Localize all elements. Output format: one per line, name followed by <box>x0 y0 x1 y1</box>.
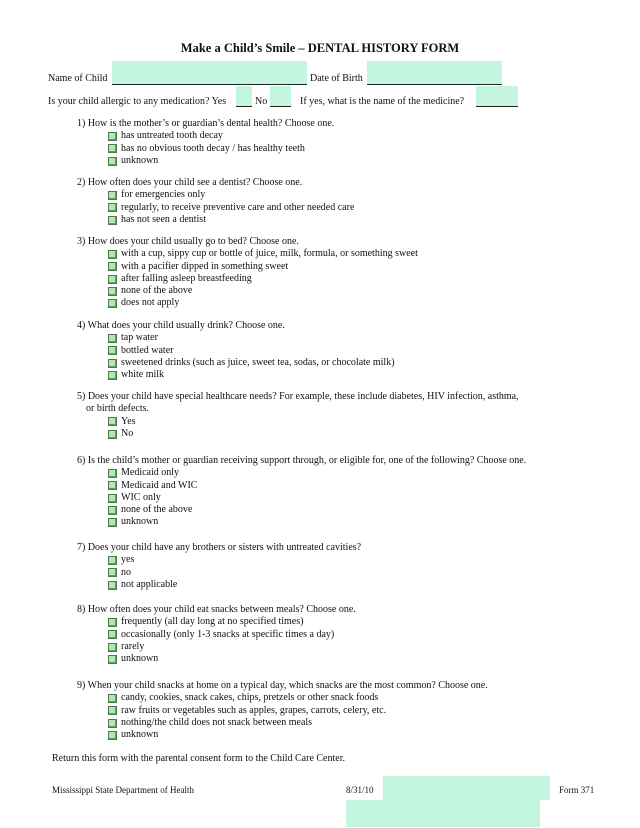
option[interactable] <box>108 357 395 369</box>
option-label: has untreated tooth decay <box>121 130 223 142</box>
question-2 <box>77 177 354 226</box>
option-label: unknown <box>121 154 159 166</box>
option[interactable] <box>108 297 418 309</box>
checkbox-icon[interactable] <box>108 494 117 503</box>
option[interactable] <box>108 130 334 142</box>
question-text: 8) How often does your child eat snacks between meals? Choose one. <box>77 604 356 615</box>
question-text: 6) Is the child’s mother or guardian receiving support through, or eligible for, one of the following? Choose one. <box>77 455 527 466</box>
checkbox-icon[interactable] <box>108 481 117 490</box>
date-of-birth-field[interactable] <box>367 61 502 85</box>
checkbox-icon[interactable] <box>108 250 117 259</box>
question-9 <box>77 680 488 741</box>
option[interactable] <box>108 428 519 440</box>
option[interactable] <box>108 641 356 653</box>
option[interactable] <box>108 369 395 381</box>
option-label: unknown <box>121 516 159 528</box>
option-label: rarely <box>121 640 145 652</box>
checkbox-icon[interactable] <box>108 417 117 426</box>
checkbox-icon[interactable] <box>108 216 117 225</box>
name-of-child-field[interactable] <box>112 61 307 85</box>
option[interactable] <box>108 629 356 641</box>
allergic-label <box>48 96 226 108</box>
checkbox-icon[interactable] <box>108 157 117 166</box>
checkbox-icon[interactable] <box>108 346 117 355</box>
checkbox-icon[interactable] <box>108 581 117 590</box>
option[interactable] <box>108 345 395 357</box>
option-label: with a cup, sippy cup or bottle of juice, milk, formula, or something sweet <box>121 248 418 260</box>
checkbox-icon[interactable] <box>108 430 117 439</box>
option[interactable] <box>108 653 356 665</box>
question-4 <box>77 320 395 381</box>
footer-field-2[interactable] <box>346 800 540 827</box>
checkbox-icon[interactable] <box>108 203 117 212</box>
option-label: none of the above <box>121 285 193 297</box>
checkbox-icon[interactable] <box>108 618 117 627</box>
option[interactable] <box>108 248 418 260</box>
checkbox-icon[interactable] <box>108 287 117 296</box>
option-label: yes <box>121 554 135 566</box>
checkbox-icon[interactable] <box>108 191 117 200</box>
question-5 <box>77 391 519 440</box>
checkbox-icon[interactable] <box>108 334 117 343</box>
option[interactable] <box>108 504 526 516</box>
question-7 <box>77 542 361 591</box>
checkbox-icon[interactable] <box>108 568 117 577</box>
option[interactable] <box>108 285 418 297</box>
footer-organization: Mississippi State Department of Health <box>52 785 194 795</box>
option[interactable] <box>108 616 356 628</box>
question-3 <box>77 236 418 310</box>
option[interactable] <box>108 567 361 579</box>
option-label: frequently (all day long at no specified times) <box>121 616 304 628</box>
option-label: none of the above <box>121 504 193 516</box>
option-label: after falling asleep breastfeeding <box>121 272 252 284</box>
option[interactable] <box>108 516 526 528</box>
question-text: 2) How often does your child see a dentist? Choose one. <box>77 177 303 188</box>
name-underline <box>112 84 307 85</box>
question-text: 9) When your child snacks at home on a typical day, which snacks are the most common? Choose one. <box>77 680 488 691</box>
question-text: 1) How is the mother’s or guardian’s dental health? Choose one. <box>77 118 335 129</box>
option[interactable] <box>108 729 488 741</box>
option[interactable] <box>108 155 334 167</box>
no-underline <box>270 106 291 107</box>
option-label: nothing/the child does not snack between meals <box>121 716 313 728</box>
checkbox-icon[interactable] <box>108 655 117 664</box>
option[interactable] <box>108 492 526 504</box>
option-label: does not apply <box>121 297 180 309</box>
footer-field-1[interactable] <box>383 776 550 800</box>
question-text: 7) Does your child have any brothers or sisters with untreated cavities? <box>77 542 362 553</box>
checkbox-icon[interactable] <box>108 643 117 652</box>
checkbox-icon[interactable] <box>108 694 117 703</box>
medicine-field[interactable] <box>476 86 518 107</box>
checkbox-icon[interactable] <box>108 275 117 284</box>
page-title: Make a Child’s Smile – DENTAL HISTORY FORM <box>180 41 460 55</box>
date-of-birth-label: Date of Birth <box>310 73 363 84</box>
checkbox-icon[interactable] <box>108 719 117 728</box>
checkbox-icon[interactable] <box>108 630 117 639</box>
option-label: tap water <box>121 332 158 344</box>
option[interactable] <box>108 579 361 591</box>
checkbox-icon[interactable] <box>108 469 117 478</box>
checkbox-icon[interactable] <box>108 132 117 141</box>
medicine-label: If yes, what is the name of the medicine? <box>300 96 465 107</box>
checkbox-icon[interactable] <box>108 706 117 715</box>
option-label: has not seen a dentist <box>121 213 206 225</box>
question-1 <box>77 118 334 167</box>
option[interactable] <box>108 202 354 214</box>
question-text-continued: or birth defects. <box>86 403 150 415</box>
allergic-question-text: Is your child allergic to any medication? <box>48 96 210 107</box>
question-text: 5) Does your child have special healthcare needs? For example, these include diabetes, HIV infection, asthma, <box>77 391 519 402</box>
option[interactable] <box>108 717 488 729</box>
question-text: 3) How does your child usually go to bed? Choose one. <box>77 236 299 247</box>
option[interactable] <box>108 189 354 201</box>
checkbox-icon[interactable] <box>108 731 117 740</box>
option[interactable] <box>108 143 334 155</box>
option-label: unknown <box>121 729 159 741</box>
yes-underline <box>236 106 252 107</box>
option-label: for emergencies only <box>121 189 206 201</box>
checkbox-icon[interactable] <box>108 506 117 515</box>
option-label: Medicaid only <box>121 467 180 479</box>
medicine-underline <box>476 106 518 107</box>
question-8 <box>77 604 356 665</box>
option-label: raw fruits or vegetables such as apples, grapes, carrots, celery, etc. <box>121 704 387 716</box>
question-6 <box>77 455 526 529</box>
option[interactable] <box>108 705 488 717</box>
checkbox-icon[interactable] <box>108 144 117 153</box>
footer-form-number: Form 371 <box>559 785 595 795</box>
name-of-child-label: Name of Child <box>48 73 108 84</box>
option[interactable] <box>108 467 526 479</box>
allergic-no-field[interactable] <box>270 86 291 107</box>
option-label: candy, cookies, snack cakes, chips, pretzels or other snack foods <box>121 692 379 704</box>
option[interactable] <box>108 480 526 492</box>
option-label: WIC only <box>121 491 161 503</box>
option-label: sweetened drinks (such as juice, sweet tea, sodas, or chocolate milk) <box>121 356 395 368</box>
option-label: No <box>121 427 134 439</box>
option-label: Yes <box>121 415 136 427</box>
allergic-yes-field[interactable] <box>236 86 252 107</box>
option[interactable] <box>108 261 418 273</box>
option[interactable] <box>108 332 395 344</box>
footer-date: 8/31/10 <box>346 785 374 795</box>
checkbox-icon[interactable] <box>108 299 117 308</box>
option[interactable] <box>108 554 361 566</box>
question-text: 4) What does your child usually drink? Choose one. <box>77 320 285 331</box>
option[interactable] <box>108 416 519 428</box>
option-label: white milk <box>121 369 165 381</box>
option-label: unknown <box>121 653 159 665</box>
dob-underline <box>367 84 502 85</box>
option-label: not applicable <box>121 578 178 590</box>
option-label: no <box>121 566 131 578</box>
checkbox-icon[interactable] <box>108 518 117 527</box>
option-label: has no obvious tooth decay / has healthy teeth <box>121 142 305 154</box>
allergic-yes-text: Yes <box>211 96 227 107</box>
checkbox-icon[interactable] <box>108 371 117 380</box>
option[interactable] <box>108 692 488 704</box>
option-label: with a pacifier dipped in something sweet <box>121 260 289 272</box>
option-label: occasionally (only 1-3 snacks at specific times a day) <box>121 628 335 640</box>
option-label: bottled water <box>121 344 174 356</box>
option[interactable] <box>108 273 418 285</box>
checkbox-icon[interactable] <box>108 359 117 368</box>
option-label: Medicaid and WIC <box>121 479 198 491</box>
allergic-no-label: No <box>255 96 268 107</box>
checkbox-icon[interactable] <box>108 262 117 271</box>
option[interactable] <box>108 214 354 226</box>
option-label: regularly, to receive preventive care and other needed care <box>121 201 355 213</box>
return-note: Return this form with the parental consent form to the Child Care Center. <box>52 753 345 764</box>
checkbox-icon[interactable] <box>108 556 117 565</box>
